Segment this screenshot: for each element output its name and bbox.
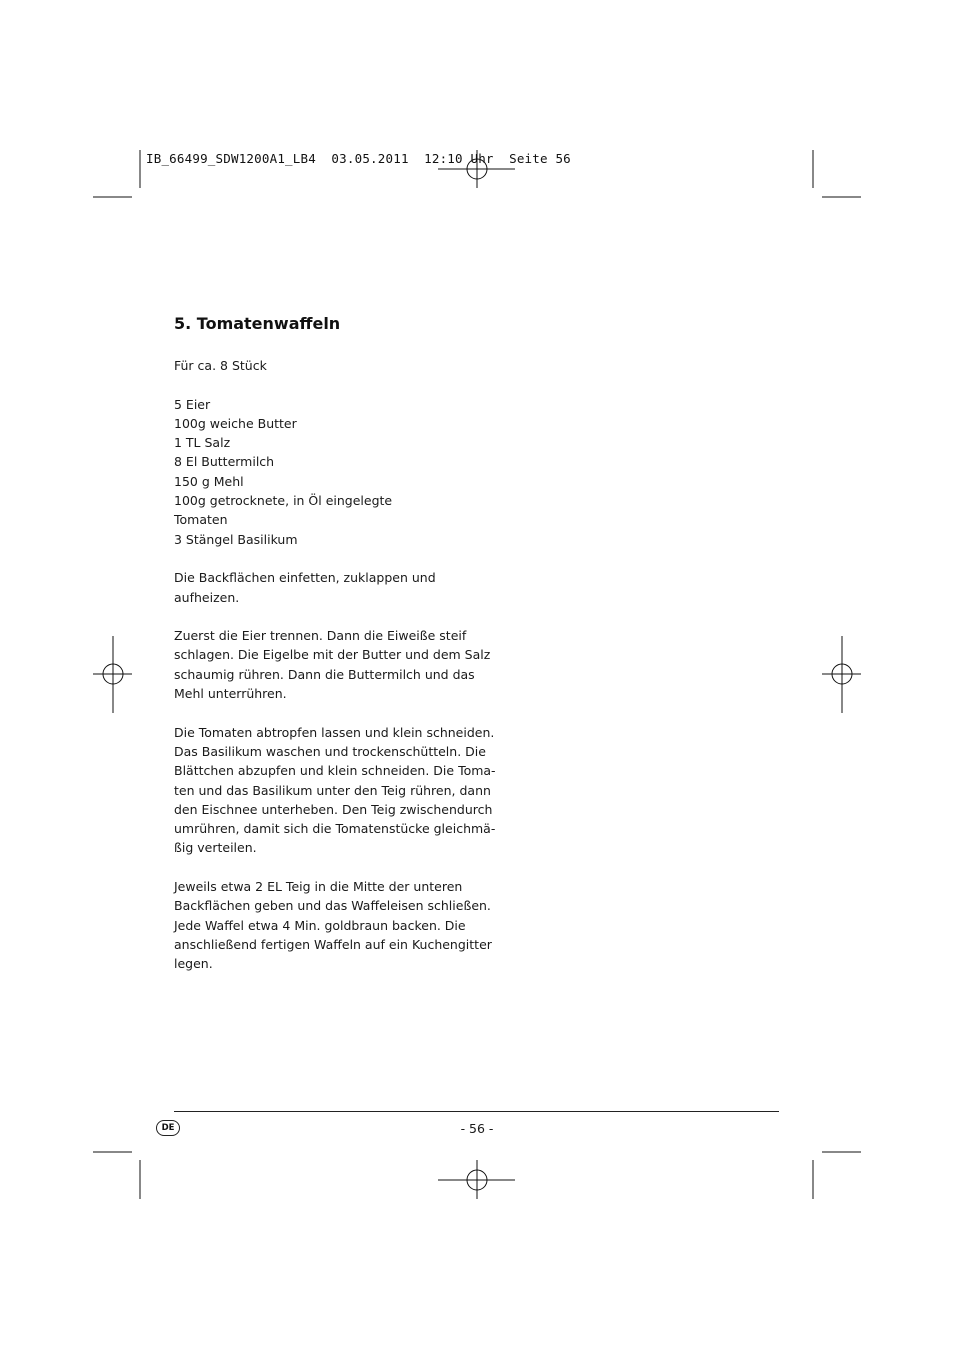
page-number: - 56 - (460, 1121, 494, 1136)
registration-mark (93, 636, 132, 713)
ingredient-item: 100g weiche Butter (174, 415, 297, 431)
step-line: schlagen. Die Eigelbe mit der Butter und dem Salz (174, 647, 491, 663)
step-line: Das Basilikum waschen und trockenschütteln. Die (174, 743, 486, 759)
ingredient-item: 150 g Mehl (174, 473, 244, 489)
ingredient-item: 100g getrocknete, in Öl eingelegte (174, 493, 393, 509)
step-line: Zuerst die Eier trennen. Dann die Eiweiße steif (174, 628, 467, 644)
ingredient-list (174, 395, 474, 549)
recipe-title: 5. Tomatenwaffeln (174, 314, 341, 333)
step-line: Mehl unterrühren. (174, 686, 287, 702)
footer-divider (174, 1111, 779, 1112)
recipe-body (174, 356, 496, 993)
ingredient-item: 1 TL Salz (174, 435, 231, 451)
step-line: Jeweils etwa 2 EL Teig in die Mitte der unteren (174, 879, 463, 895)
ingredient-item: 3 Stängel Basilikum (174, 531, 298, 547)
step-paragraph (174, 568, 474, 607)
language-badge: DE (156, 1120, 180, 1136)
ingredient-item: 5 Eier (174, 396, 211, 412)
ingredient-item: 8 El Buttermilch (174, 454, 275, 470)
step-line: den Eischnee unterheben. Den Teig zwischendurch (174, 801, 493, 817)
step-paragraph (174, 723, 496, 858)
step-line: Blättchen abzupfen und klein schneiden. Die Toma- (174, 763, 496, 779)
step-line: Jede Waffel etwa 4 Min. goldbraun backen. Die (174, 917, 466, 933)
yield-text: Für ca. 8 Stück (174, 358, 267, 373)
step-line: anschließend fertigen Waffeln auf ein Kuchengitter (174, 936, 492, 952)
step-line: legen. (174, 956, 213, 972)
step-paragraph (174, 877, 492, 973)
step-line: Die Backflächen einfetten, zuklappen und (174, 570, 436, 586)
step-line: Die Tomaten abtropfen lassen und klein schneiden. (174, 724, 495, 740)
step-line: ten und das Basilikum unter den Teig rühren, dann (174, 782, 491, 798)
print-slug: IB_66499_SDW1200A1_LB4 03.05.2011 12:10 Uhr Seite 56 (146, 151, 571, 166)
step-line: aufheizen. (174, 589, 240, 605)
recipe-yield (174, 356, 474, 375)
registration-mark (438, 1160, 515, 1199)
registration-mark (822, 636, 861, 713)
step-line: schaumig rühren. Dann die Buttermilch und das (174, 666, 475, 682)
step-line: Backflächen geben und das Waffeleisen schließen. (174, 898, 491, 914)
ingredient-item: Tomaten (174, 512, 228, 528)
step-line: umrühren, damit sich die Tomatenstücke gleichmä- (174, 821, 496, 837)
step-line: ßig verteilen. (174, 840, 257, 856)
step-paragraph (174, 626, 491, 703)
